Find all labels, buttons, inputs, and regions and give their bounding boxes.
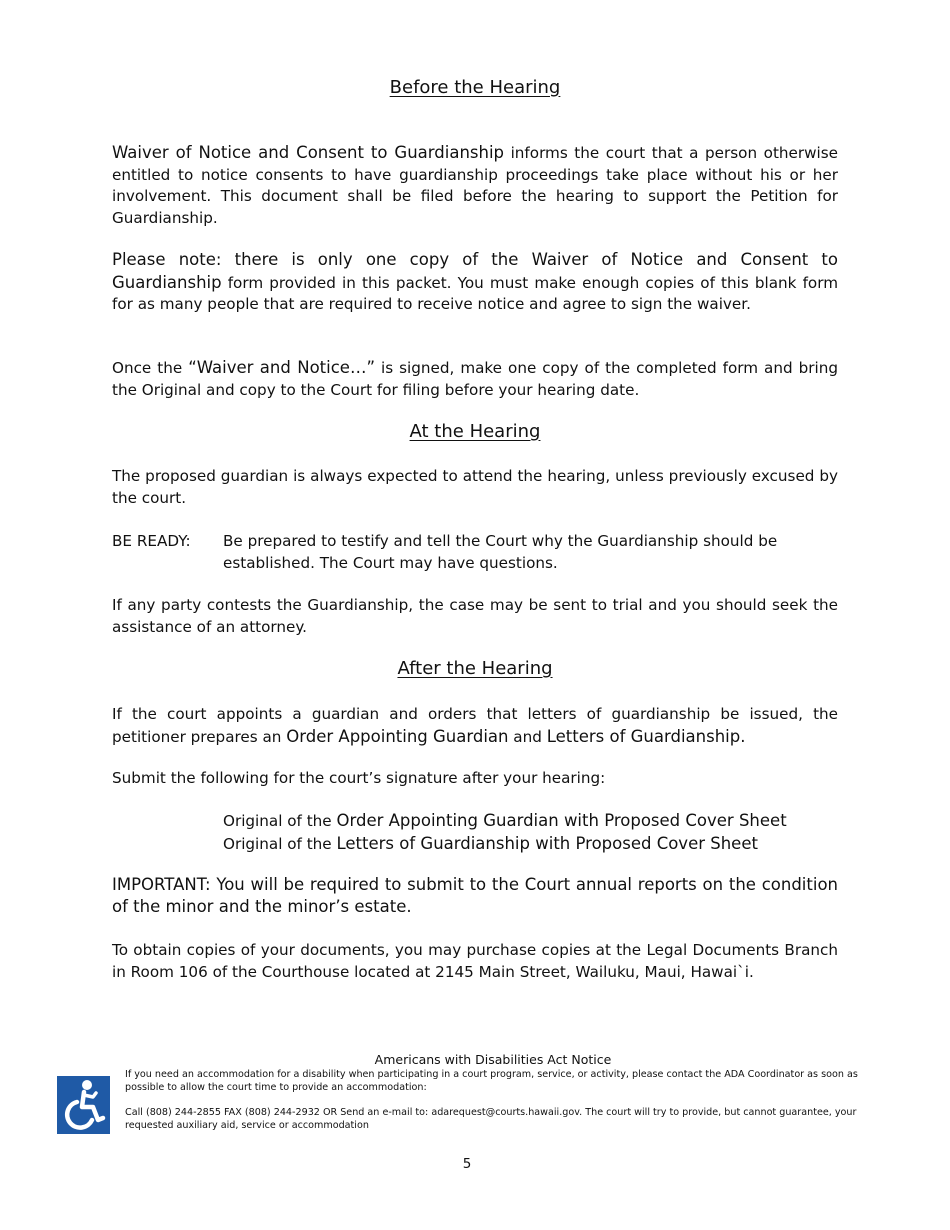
waiver-form-name: Waiver of Notice and Consent to Guardianship bbox=[112, 143, 505, 162]
heading-before-hearing: Before the Hearing bbox=[389, 77, 561, 98]
order-appointing-guardian-name: Order Appointing Guardian bbox=[286, 726, 509, 746]
paragraph-guardian-attend: The proposed guardian is always expected to attend the hearing, unless previously excused by the court. bbox=[112, 467, 838, 507]
be-ready-text: Be prepared to testify and tell the Court why the Guardianship should be established. The Court may have questions. bbox=[223, 532, 778, 572]
paragraph-court-appoints: If the court appoints a guardian and orders that letters of guardianship be issued, the petitioner prepares an Order Appointing Guardian and Letters of Guardianship. bbox=[112, 705, 838, 746]
heading-at-hearing: At the Hearing bbox=[409, 421, 541, 442]
list-item: Original of the Letters of Guardianship with Proposed Cover Sheet bbox=[223, 833, 758, 853]
be-ready-label: BE READY: bbox=[112, 532, 191, 550]
important-note: IMPORTANT: You will be required to submit to the Court annual reports on the condition of the minor and the minor’s estate. bbox=[112, 875, 838, 916]
paragraph-please-note: Please note: there is only one copy of the Waiver of Notice and Consent to Guardianship form provided in this packet. You must make enough copies of this blank form for as many people that are required to receive notice and agree to sign the waiver. bbox=[112, 250, 838, 313]
ada-notice-title: Americans with Disabilities Act Notice bbox=[374, 1052, 612, 1067]
letters-of-guardianship-name: Letters of Guardianship. bbox=[546, 726, 746, 746]
list-item: Original of the Order Appointing Guardian with Proposed Cover Sheet bbox=[223, 811, 787, 830]
paragraph-once-signed: Once the “Waiver and Notice…” is signed, make one copy of the completed form and bring the Original and copy to the Court for filing before your hearing date. bbox=[112, 358, 838, 399]
accessibility-icon bbox=[57, 1076, 110, 1134]
ada-notice-text bbox=[125, 1069, 863, 1132]
page-number: 5 bbox=[462, 1156, 472, 1172]
heading-after-hearing: After the Hearing bbox=[397, 658, 553, 679]
paragraph-waiver-description: Waiver of Notice and Consent to Guardianship informs the court that a person otherwise entitled to notice consents to have guardianship proceedings take place without his or her involvement. This document shall be filed before the hearing to support the Petition for Guardianship. bbox=[112, 143, 839, 227]
ada-contact-text: Call (808) 244-2855 FAX (808) 244-2932 OR Send an e-mail to: adarequest@courts.hawaii.gov. The court will try to provide, but cannot guarantee, your requested auxiliary aid, service or accommodation bbox=[125, 1107, 857, 1131]
submission-list bbox=[223, 810, 863, 855]
waiver-form-name: Waiver of Notice and Consent to Guardianship bbox=[112, 250, 838, 292]
ada-accommodation-text: If you need an accommodation for a disability when participating in a court program, service, or activity, please contact the ADA Coordinator as soon as possible to allow the court time to provide an accommodation: bbox=[125, 1069, 858, 1093]
paragraph-contest: If any party contests the Guardianship, the case may be sent to trial and you should seek the assistance of an attorney. bbox=[112, 596, 838, 636]
paragraph-submit-following: Submit the following for the court’s signature after your hearing: bbox=[112, 769, 606, 787]
paragraph-obtain-copies: To obtain copies of your documents, you may purchase copies at the Legal Documents Branch in Room 106 of the Courthouse located at 2145 Main Street, Wailuku, Maui, Hawai`i. bbox=[112, 941, 838, 981]
